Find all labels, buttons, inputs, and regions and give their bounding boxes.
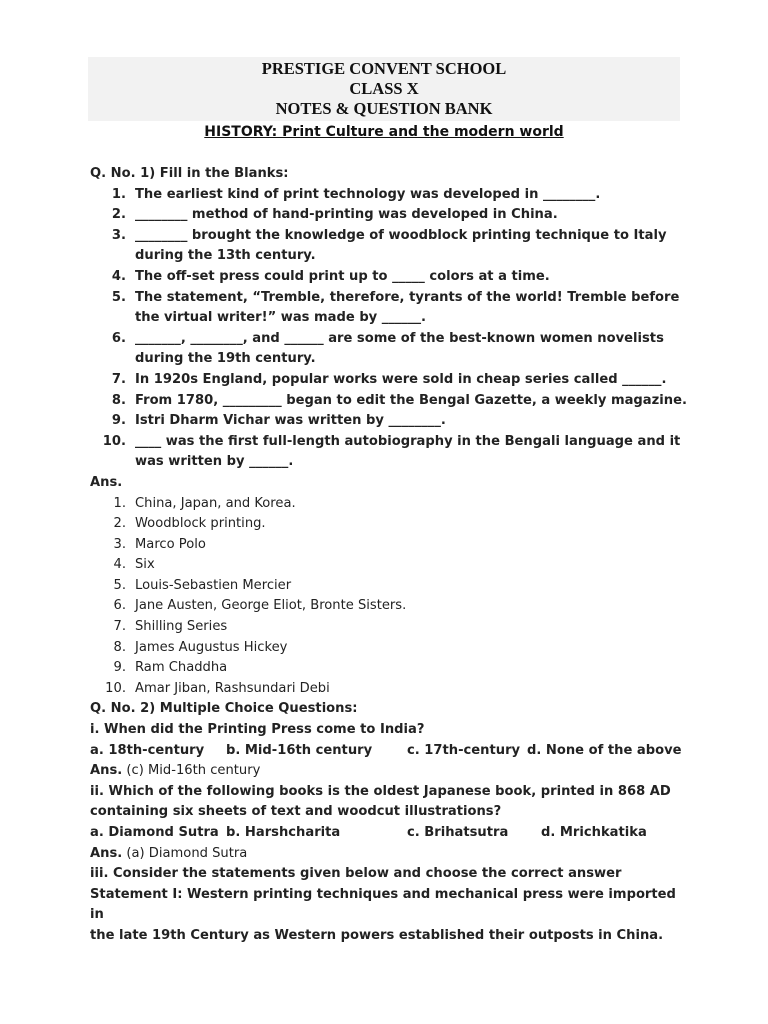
mcq2-option-d: d. Mrichkatika (541, 825, 647, 840)
question-item: 6. _______, ________, and ______ are some of the best-known women novelists during the 19th century. (111, 330, 664, 367)
answers-label: Ans. (90, 474, 123, 490)
answers-list (90, 494, 690, 700)
question-item: 10. ____ was the first full-length autobiography in the Bengali language and it was written by ______. (102, 433, 681, 470)
answer-item: 7. Shilling Series (113, 619, 228, 635)
answer-item: 10. Amar Jiban, Rashsundari Debi (105, 680, 330, 696)
school-name: PRESTIGE CONVENT SCHOOL (261, 59, 507, 78)
mcq3-question: iii. Consider the statements given below and choose the correct answer (90, 866, 622, 882)
mcq1-question: i. When did the Printing Press come to India? (90, 722, 425, 738)
section1-heading: Q. No. 1) Fill in the Blanks: (90, 166, 289, 181)
question-item: 9. Istri Dharm Vichar was written by ________. (111, 413, 446, 429)
question-item: 5. The statement, “Tremble, therefore, tyrants of the world! Tremble before the virtual writer!” was made by ______. (111, 289, 680, 326)
question-item: 2. ________ method of hand-printing was developed in China. (111, 207, 558, 223)
question-item: 3. ________ brought the knowledge of woodblock printing technique to Italy during the 13th century. (111, 227, 667, 264)
section2-heading: Q. No. 2) Multiple Choice Questions: (90, 701, 358, 717)
answer-item: 3. Marco Polo (113, 536, 206, 552)
answer-item: 8. James Augustus Hickey (113, 639, 288, 655)
answer-item: 1. China, Japan, and Korea. (113, 495, 296, 511)
doc-type-label: NOTES & QUESTION BANK (275, 99, 493, 118)
content (90, 164, 690, 947)
mcq2-answer: Ans. (a) Diamond Sutra (90, 845, 248, 861)
question-item: 1. The earliest kind of print technology was developed in ________. (111, 186, 601, 202)
mcq1-option-c: c. 17th-century (407, 742, 521, 758)
answer-item: 5. Louis-Sebastien Mercier (113, 577, 292, 593)
subject-title: HISTORY: Print Culture and the modern world (204, 124, 564, 140)
mcq2-options (90, 823, 690, 844)
mcq1-answer: Ans. (c) Mid-16th century (90, 763, 261, 779)
mcq2-option-b: b. Harshcharita (226, 825, 341, 840)
class-label: CLASS X (349, 79, 419, 98)
mcq2-question: ii. Which of the following books is the oldest Japanese book, printed in 868 AD containing six sheets of text and woodcut illustrations? (90, 783, 671, 820)
mcq1-option-b: b. Mid-16th century (226, 742, 373, 758)
mcq3-statement-1: Statement I: Western printing techniques and mechanical press were imported in the late 19th Century as Western powers established their outposts in China. (90, 886, 676, 943)
question-item: 7. In 1920s England, popular works were sold in cheap series called ______. (111, 371, 667, 387)
question-item: 8. From 1780, _________ began to edit the Bengal Gazette, a weekly magazine. (111, 392, 687, 408)
fill-blanks-list (90, 185, 690, 473)
mcq1-option-a: a. 18th-century (90, 742, 205, 758)
mcq2-option-c: c. Brihatsutra (407, 825, 509, 840)
mcq1-options (90, 741, 690, 762)
answer-item: 2. Woodblock printing. (113, 516, 266, 532)
answer-item: 4. Six (113, 557, 155, 573)
question-item: 4. The off-set press could print up to _____ colors at a time. (111, 268, 550, 284)
answer-item: 6. Jane Austen, George Eliot, Bronte Sisters. (113, 598, 407, 614)
answer-item: 9. Ram Chaddha (113, 660, 228, 676)
mcq1-option-d: d. None of the above (527, 742, 682, 758)
mcq2-option-a: a. Diamond Sutra (90, 825, 219, 840)
